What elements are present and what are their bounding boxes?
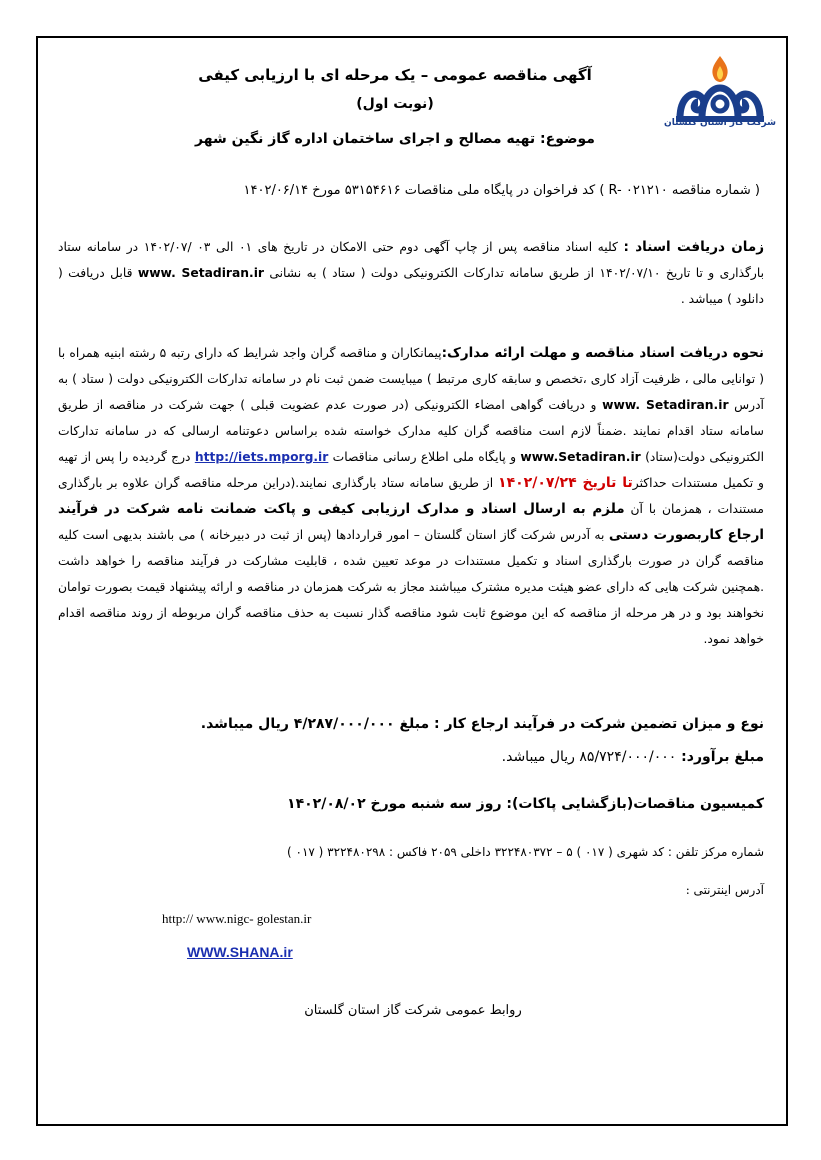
setadiran-link-2[interactable]: www. Setadiran.ir (602, 398, 729, 412)
estimate-line (58, 749, 764, 765)
receipt-heading: زمان دریافت اسناد : (623, 239, 765, 255)
tender-reference: ( شماره مناقصه R- ۰۲۱۲۱۰ ) کد فراخوان در پایگاه ملی مناقصات ۵۳۱۵۴۶۱۶ مورخ ۱۴۰۲/۰۶/۱۴ (243, 183, 760, 198)
procedure-text-a: پیمانکاران و مناقصه گران واجد شرایط که دارای رتبه ۵ رشته ابنیه همراه با ( توانایی مالی ، ظرفیت آزاد کاری ،تخصص و سابقه کاری مرتبط ) میبایست ضمن ثبت نام در سامانه تدارکات الکترونیکی دولت ( ستاد ) به آدرس (58, 346, 764, 412)
company-url-link[interactable]: http:// www.nigc- golestan.ir (162, 911, 312, 926)
deadline-date: تا تاریخ ۱۴۰۲/۰۷/۲۴ (498, 475, 633, 491)
subject-line: موضوع: تهیه مصالح و اجرای ساختمان اداره گاز نگین شهر (195, 131, 595, 147)
contact-line: شماره مرکز تلفن : کد شهری ( ۰۱۷ ) ۵ – ۳۲۲۴۸۰۳۷۲ داخلی ۲۰۵۹ فاکس : ۳۲۲۴۸۰۲۹۸ ( ۰۱۷ ) (287, 845, 764, 859)
estimate-value: ۸۵/۷۲۴/۰۰۰/۰۰۰ ریال میباشد. (501, 749, 677, 765)
procedure-text-e: از طریق سامانه ستاد بارگذاری نمایند.(دراین مرحله مناقصه گران علاوه بر بارگذاری مستندات ، همزمان با آن (58, 476, 764, 516)
manual-delivery-note: ملزم به ارسال اسناد و مدارک ارزیابی کیفی و پاکت ضمانت نامه شرکت در فرآیند ارجاع کاربصورت دستی (58, 501, 764, 543)
procedure-heading: نحوه دریافت اسناد مناقصه و مهلت ارائه مدارک: (441, 345, 764, 361)
procedure-text-b: و دریافت گواهی امضاء الکترونیکی (در صورت عدم عضویت قبلی ) جهت شرکت در مناقصه از طریق سامانه ستاد اقدام نمایند .ضمناً لازم است مناقصه گران کلیه مدارک خواسته شده براساس دعوتنامه ارسالی که در سامانه تدارکات الکترونیکی دولت(ستاد) (58, 398, 764, 464)
commission-line: کمیسیون مناقصات(بازگشایی پاکات): روز سه شنبه مورخ ۱۴۰۲/۰۸/۰۲ (287, 796, 764, 812)
setadiran-link-1[interactable]: www. Setadiran.ir (137, 266, 264, 280)
procedure-paragraph (58, 340, 764, 652)
footer-signature: روابط عمومی شرکت گاز استان گلستان (304, 1003, 522, 1018)
procedure-text-c: و پایگاه ملی اطلاع رسانی مناقصات (328, 450, 521, 464)
iets-link[interactable]: http://iets.mporg.ir (194, 450, 329, 464)
page-title: آگهی مناقصه عمومی – یک مرحله ای با ارزیابی کیفی (198, 66, 592, 84)
internet-label: آدرس اینترنتی : (685, 883, 764, 897)
procedure-text-d: درج گردیده را پس از تهیه و تکمیل مستندات حداکثر (58, 450, 764, 490)
guarantee-line: نوع و میزان تضمین شرکت در فرآیند ارجاع کار : مبلغ ۴/۲۸۷/۰۰۰/۰۰۰ ریال میباشد. (200, 716, 764, 732)
procedure-text-f: به آدرس شرکت گاز استان گلستان – امور قراردادها (پس از ثبت در دبیرخانه ) می باشند بدیهی است کلیه مناقصه گران در صورت بارگذاری اسناد و تکمیل مستندات در موعد تعیین شده ، قابلیت مشارکت در فرآیند مناقصه را خواهد داشت .همچنین شرکت هایی که دارای عضو هیئت مدیره مشترک میباشند مجاز به شرکت همزمان در مناقصه و ارائه پیشنهاد قیمت بصورت توامان نخواهند بود و در هر مرحله از مناقصه که این موضوع ثابت شود مناقصه گذار نسبت به حذف مناقصه گران مربوطه از روند مناقصه اقدام خواهد نمود. (58, 528, 764, 646)
receipt-text-b: قابل دریافت ( دانلود ) میباشد . (58, 266, 764, 306)
receipt-text-a: کلیه اسناد مناقصه پس از چاپ آگهی دوم حتی الامکان در تاریخ های ۰۱ الی ۰۳ /۱۴۰۲/۰۷ در سامانه ستاد بارگذاری و تا تاریخ ۱۴۰۲/۰۷/۱۰ از طریق سامانه تدارکات الکترونیکی دولت ( ستاد ) به نشانی (58, 240, 764, 280)
logo-caption: شرکت گاز استان گلستان (664, 118, 776, 128)
shana-url-link[interactable]: WWW.SHANA.ir (187, 944, 293, 960)
setadiran-link-3[interactable]: www.Setadiran.ir (520, 450, 641, 464)
receipt-paragraph (58, 234, 764, 312)
round-label: (نوبت اول) (356, 96, 434, 112)
estimate-label: مبلغ برآورد: (676, 749, 764, 765)
